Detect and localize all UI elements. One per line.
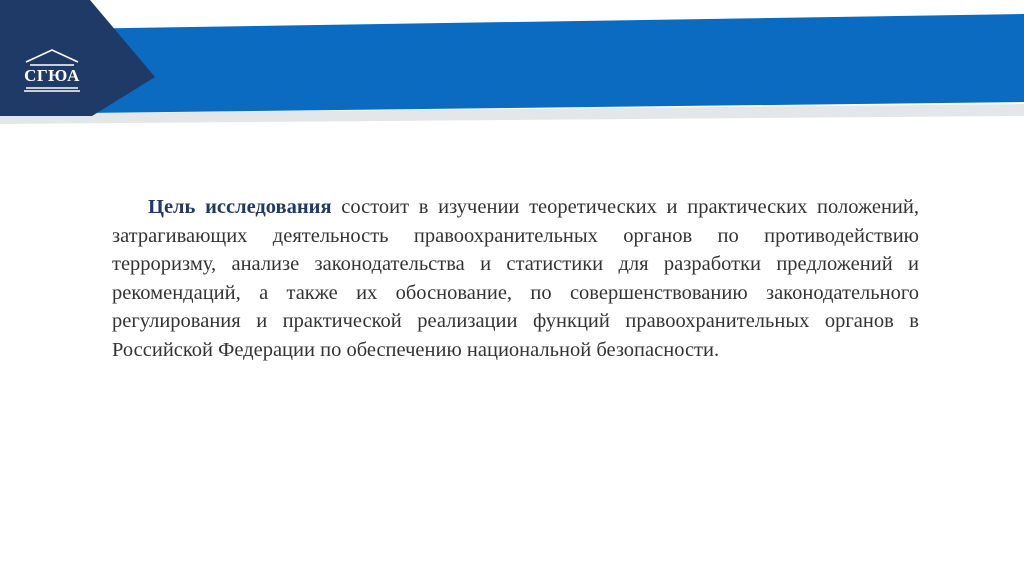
research-goal-paragraph	[112, 193, 919, 365]
header-banner	[0, 0, 1024, 130]
logo-text: СГЮА	[24, 66, 80, 85]
research-goal-body: состоит в изучении теоретических и практических положений, затрагивающих деятельность правоохранительных органов по противодействию терроризму, анализе законодательства и статистики для разработки предложений и рекомендаций, а также их обоснование, по совершенствованию законодательного регулирования и практической реализации функций правоохранительных органов в Российской Федерации по обеспечению национальной безопасности.	[112, 196, 920, 361]
research-goal-lead: Цель исследования	[148, 196, 332, 218]
research-goal-text	[112, 193, 919, 365]
